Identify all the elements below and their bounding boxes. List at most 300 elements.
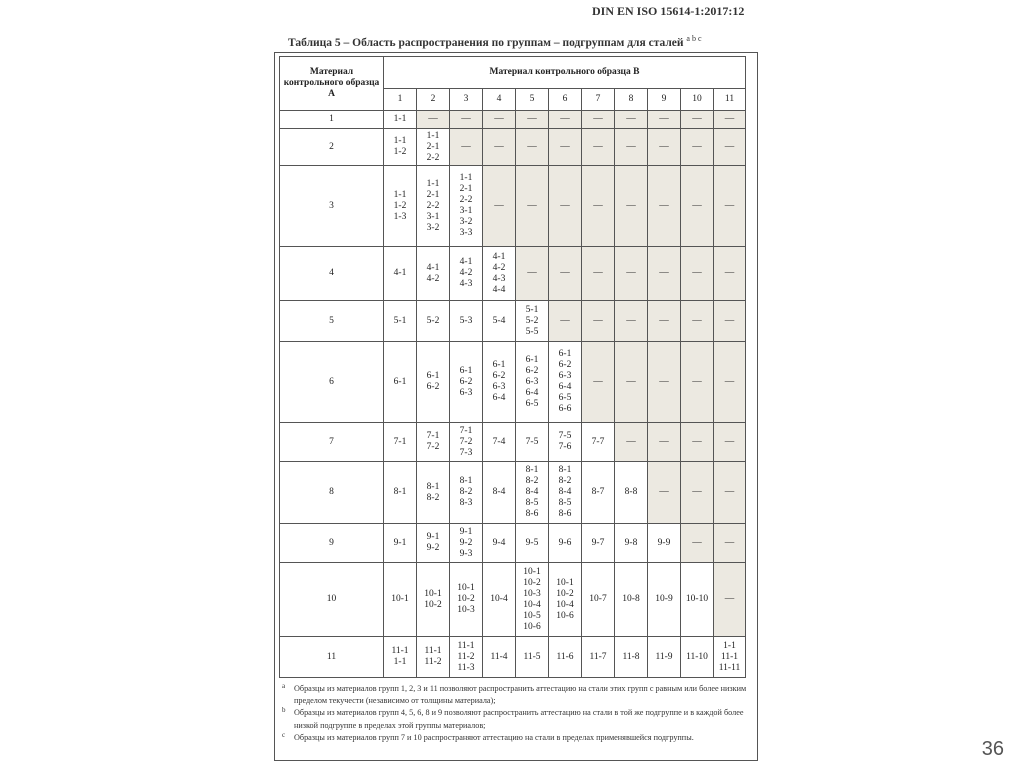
cell-line: 6-2 [459,376,473,387]
table-cell [648,524,681,563]
table-row [280,166,746,247]
table-cell [417,166,450,247]
cell-line: 11-4 [490,651,508,662]
cell-line: 9-8 [624,537,638,548]
table-cell [417,563,450,637]
cell-line: 3-1 [459,206,473,216]
table-cell [516,637,549,678]
cell-line: 8-7 [591,487,605,497]
cell-line: 8-6 [525,509,539,519]
cell-line: 7-1 [426,431,440,441]
table-cell [483,247,516,301]
not-applicable-cell: — [549,111,582,129]
not-applicable-cell: — [681,301,714,342]
not-applicable-cell: — [714,247,746,301]
not-applicable-cell: — [615,129,648,166]
cell-line: 4-1 [426,262,440,273]
footnote-c [282,732,750,744]
column-number-5: 5 [516,89,549,111]
not-applicable-cell: — [681,111,714,129]
cell-line: 8-8 [624,487,638,497]
cell-line: 5-3 [459,315,473,326]
not-applicable-cell: — [483,166,516,247]
cell-line: 1-1 [393,114,407,124]
table-cell [450,462,483,524]
table-cell [582,637,615,678]
table-cell [384,247,417,301]
cell-line: 3-2 [426,222,440,233]
table-cell [648,563,681,637]
cell-line: 1-1 [426,178,440,189]
not-applicable-cell: — [681,247,714,301]
table-cell [417,342,450,423]
table-cell [615,637,648,678]
cell-line: 9-2 [426,543,440,553]
cell-line: 10-6 [523,621,541,632]
cell-line: 6-1 [558,349,572,359]
footnote-a [282,683,750,707]
footnote-c-text: Образцы из материалов групп 7 и 10 распространяют аттестацию на стали в пределах применявшейся подгруппы. [294,732,694,742]
cell-line: 8-4 [525,487,539,497]
table-cell [450,247,483,301]
cell-line: 10-3 [523,588,541,599]
not-applicable-cell: — [516,166,549,247]
table-cell [549,563,582,637]
cell-line: 8-4 [558,487,572,497]
cell-line: 4-2 [492,262,506,273]
cell-line: 8-5 [525,498,539,508]
not-applicable-cell: — [549,129,582,166]
table-cell [384,563,417,637]
row-header-material-a: Материал контрольного образца A [280,57,384,111]
not-applicable-cell: — [582,166,615,247]
cell-line: 10-1 [523,566,541,577]
cell-line: 6-4 [525,387,539,398]
cell-line: 1-1 [459,173,473,183]
cell-line: 10-3 [457,605,475,615]
cell-line: 4-3 [492,273,506,284]
table-cell [483,637,516,678]
table-cell [549,423,582,462]
cell-line: 6-3 [525,376,539,387]
not-applicable-cell: — [615,301,648,342]
not-applicable-cell: — [549,247,582,301]
not-applicable-cell: — [516,247,549,301]
table-cell [384,301,417,342]
cell-line: 1-2 [393,147,407,157]
cell-line: 2-2 [426,200,440,211]
not-applicable-cell: — [516,111,549,129]
table-cell [681,637,714,678]
cell-line: 5-1 [393,315,407,326]
table-row [280,342,746,423]
cell-line: 8-2 [426,492,440,503]
table-cell [582,423,615,462]
not-applicable-cell: — [714,129,746,166]
cell-line: 2-1 [426,141,440,152]
cell-line: 11-1 [720,651,739,662]
not-applicable-cell: — [549,166,582,247]
not-applicable-cell: — [681,342,714,423]
cell-line: 7-7 [591,436,605,447]
table-cell [384,166,417,247]
cell-line: 11-6 [556,651,574,662]
footnote-b [282,707,750,731]
row-label-9: 9 [280,524,384,563]
cell-line: 9-1 [393,537,407,548]
cell-line: 9-9 [657,537,671,548]
cell-line: 6-2 [426,382,440,392]
column-number-2: 2 [417,89,450,111]
cell-line: 10-2 [457,594,475,604]
not-applicable-cell: — [681,129,714,166]
not-applicable-cell: — [648,342,681,423]
not-applicable-cell: — [681,462,714,524]
cell-line: 4-1 [459,257,473,267]
cell-line: 1-3 [393,211,407,222]
cell-line: 6-5 [525,398,539,409]
not-applicable-cell: — [582,301,615,342]
cell-line: 7-2 [459,436,473,447]
cell-line: 8-2 [558,476,572,486]
table-cell [516,301,549,342]
cell-line: 6-3 [492,382,506,392]
table-cell [384,524,417,563]
cell-line: 11-1 [391,646,409,656]
table-cell [516,563,549,637]
cell-line: 7-5 [558,431,572,441]
cell-line: 8-2 [525,476,539,486]
table-cell [615,462,648,524]
cell-line: 11-1 [424,646,442,656]
table-title [288,34,702,49]
cell-line: 6-1 [492,360,506,370]
cell-line: 8-6 [558,509,572,519]
row-label-4: 4 [280,247,384,301]
cell-line: 8-1 [525,465,539,475]
not-applicable-cell: — [483,111,516,129]
cell-line: 9-4 [492,537,506,548]
not-applicable-cell: — [648,301,681,342]
cell-line: 4-1 [393,268,407,278]
cell-line: 6-1 [426,371,440,381]
table-cell [450,637,483,678]
column-number-10: 10 [681,89,714,111]
table-cell [384,637,417,678]
footnote-a-text: Образцы из материалов групп 1, 2, 3 и 11 позволяют распространить аттестацию на стали этих групп с равным или более низким пределом текучести (независимо от толщины материала); [294,684,747,706]
cell-line: 10-6 [556,610,574,621]
cell-line: 6-6 [558,404,572,414]
column-number-9: 9 [648,89,681,111]
not-applicable-cell: — [615,423,648,462]
not-applicable-cell: — [615,166,648,247]
cell-line: 6-2 [558,360,572,370]
table-row [280,423,746,462]
table-cell [417,462,450,524]
table-row [280,129,746,166]
table-row [280,637,746,678]
table-cell [417,637,450,678]
cell-line: 11-2 [424,657,442,667]
footnote-a-mark: a [282,682,286,690]
cell-line: 6-3 [459,387,473,398]
column-number-8: 8 [615,89,648,111]
cell-line: 2-2 [459,195,473,205]
column-number-6: 6 [549,89,582,111]
cell-line: 1-2 [393,200,407,211]
cell-line: 8-5 [558,498,572,508]
table-cell [483,423,516,462]
cell-line: 6-4 [492,393,506,403]
row-label-1: 1 [280,111,384,129]
cell-line: 6-2 [492,371,506,381]
cell-line: 6-1 [459,365,473,376]
cell-line: 10-7 [589,594,607,604]
cell-line: 10-10 [685,594,709,604]
table-cell [483,524,516,563]
table-cell [516,462,549,524]
cell-line: 10-4 [490,594,508,604]
table-cell [582,524,615,563]
table-title-footnote-refs: a b c [686,34,702,43]
cell-line: 10-1 [457,583,475,593]
cell-line: 1-1 [393,657,407,667]
row-label-8: 8 [280,462,384,524]
cell-line: 10-5 [523,610,541,621]
table-cell [582,462,615,524]
not-applicable-cell: — [450,111,483,129]
not-applicable-cell: — [714,462,746,524]
cell-line: 7-4 [492,436,506,447]
table-cell [516,342,549,423]
table-row [280,301,746,342]
cell-line: 6-3 [558,371,572,381]
cell-line: 1-1 [393,136,407,146]
table-cell [516,423,549,462]
row-label-3: 3 [280,166,384,247]
cell-line: 7-2 [426,442,440,452]
column-number-4: 4 [483,89,516,111]
row-label-2: 2 [280,129,384,166]
cell-line: 5-4 [492,315,506,326]
table-cell [384,423,417,462]
not-applicable-cell: — [714,524,746,563]
not-applicable-cell: — [648,166,681,247]
not-applicable-cell: — [714,166,746,247]
row-label-7: 7 [280,423,384,462]
table-cell [417,129,450,166]
table-cell [615,563,648,637]
cell-line: 10-4 [556,599,574,610]
row-label-10: 10 [280,563,384,637]
table-cell [483,301,516,342]
cell-line: 9-6 [558,537,572,548]
footnote-c-mark: c [282,730,286,739]
cell-line: 11-7 [589,651,607,662]
cell-line: 9-1 [426,532,440,542]
cell-line: 11-1 [457,640,475,651]
steel-groups-table [279,56,746,678]
table-cell [615,524,648,563]
cell-line: 2-1 [426,189,440,200]
cell-line: 7-1 [459,425,473,436]
footnote-b-text: Образцы из материалов групп 4, 5, 6, 8 и 9 позволяют распространить аттестацию на стали в той же подгруппе и в каждой более низкой подгруппе в пределах этой группы материалов; [294,708,744,730]
cell-line: 11-11 [718,662,741,673]
not-applicable-cell: — [615,342,648,423]
cell-line: 10-1 [391,594,409,604]
document-header: DIN EN ISO 15614-1:2017:12 [592,4,745,18]
cell-line: 11-10 [686,651,708,662]
table-cell [549,637,582,678]
cell-line: 4-3 [459,279,473,289]
cell-line: 9-3 [459,548,473,559]
not-applicable-cell: — [615,111,648,129]
cell-line: 10-2 [424,599,442,610]
table-cell [549,342,582,423]
table-cell [417,423,450,462]
cell-line: 8-1 [426,481,440,492]
cell-line: 11-8 [622,651,640,662]
not-applicable-cell: — [582,129,615,166]
row-label-5: 5 [280,301,384,342]
cell-line: 10-1 [424,588,442,599]
cell-line: 9-1 [459,526,473,537]
cell-line: 7-3 [459,447,473,458]
cell-line: 6-1 [525,354,539,365]
table-row [280,111,746,129]
not-applicable-cell: — [582,111,615,129]
not-applicable-cell: — [681,423,714,462]
not-applicable-cell: — [417,111,450,129]
cell-line: 8-3 [459,498,473,508]
cell-line: 3-2 [459,217,473,227]
table-row [280,563,746,637]
footnote-b-mark: b [282,706,286,715]
cell-line: 4-4 [492,284,506,295]
not-applicable-cell: — [483,129,516,166]
footnotes [282,683,750,744]
cell-line: 2-1 [459,184,473,194]
cell-line: 10-1 [556,577,574,588]
column-number-1: 1 [384,89,417,111]
table-cell [450,423,483,462]
cell-line: 6-4 [558,382,572,392]
table-cell [714,637,746,678]
cell-line: 3-3 [459,228,473,238]
cell-line: 11-2 [457,651,475,662]
cell-line: 5-5 [525,326,539,337]
not-applicable-cell: — [648,111,681,129]
table-cell [450,563,483,637]
cell-line: 2-2 [426,152,440,163]
not-applicable-cell: — [648,129,681,166]
not-applicable-cell: — [582,247,615,301]
cell-line: 10-2 [556,588,574,599]
table-cell [384,342,417,423]
table-cell [384,111,417,129]
not-applicable-cell: — [714,563,746,637]
cell-line: 4-2 [426,273,440,284]
cell-line: 8-1 [558,465,572,475]
cell-line: 7-6 [558,442,572,452]
table-title-text: Таблица 5 – Область распространения по группам – подгруппам для сталей [288,36,684,49]
cell-line: 1-1 [393,189,407,200]
column-number-11: 11 [714,89,746,111]
cell-line: 9-2 [459,537,473,548]
not-applicable-cell: — [615,247,648,301]
not-applicable-cell: — [681,166,714,247]
table-cell [384,462,417,524]
cell-line: 5-2 [426,315,440,326]
cell-line: 6-1 [393,376,407,387]
table-row [280,247,746,301]
cell-line: 9-5 [525,537,539,548]
column-number-3: 3 [450,89,483,111]
cell-line: 10-8 [622,594,640,604]
cell-line: 3-1 [426,211,440,222]
cell-line: 8-2 [459,487,473,497]
not-applicable-cell: — [714,342,746,423]
cell-line: 10-2 [523,577,541,588]
table-cell [549,462,582,524]
not-applicable-cell: — [516,129,549,166]
cell-line: 1-1 [426,130,440,141]
table-row [280,462,746,524]
cell-line: 11-9 [655,651,673,662]
table-cell [483,342,516,423]
table-cell [450,166,483,247]
table-cell [450,301,483,342]
table-cell [417,524,450,563]
cell-line: 7-1 [393,436,407,447]
cell-line: 4-2 [459,268,473,278]
table-cell [648,637,681,678]
table-cell [417,247,450,301]
cell-line: 6-2 [525,365,539,376]
not-applicable-cell: — [648,462,681,524]
table-cell [549,524,582,563]
not-applicable-cell: — [681,524,714,563]
not-applicable-cell: — [714,423,746,462]
cell-line: 9-7 [591,537,605,548]
cell-line: 8-4 [492,487,506,497]
cell-line: 11-3 [457,662,475,673]
cell-line: 5-1 [525,304,539,315]
not-applicable-cell: — [714,111,746,129]
cell-line: 1-1 [723,640,736,651]
cell-line: 7-5 [525,436,539,447]
cell-line: 4-1 [492,251,506,262]
cell-line: 8-1 [393,487,407,497]
not-applicable-cell: — [549,301,582,342]
table-cell [483,462,516,524]
not-applicable-cell: — [714,301,746,342]
table-cell [450,524,483,563]
cell-line: 10-4 [523,599,541,610]
not-applicable-cell: — [648,423,681,462]
column-number-7: 7 [582,89,615,111]
table-cell [450,342,483,423]
table-cell [516,524,549,563]
table-cell [681,563,714,637]
slide-page-number: 36 [981,738,1004,760]
table-cell [417,301,450,342]
cell-line: 11-5 [523,651,541,662]
row-label-11: 11 [280,637,384,678]
table-cell [483,563,516,637]
table-cell [384,129,417,166]
table-row [280,524,746,563]
